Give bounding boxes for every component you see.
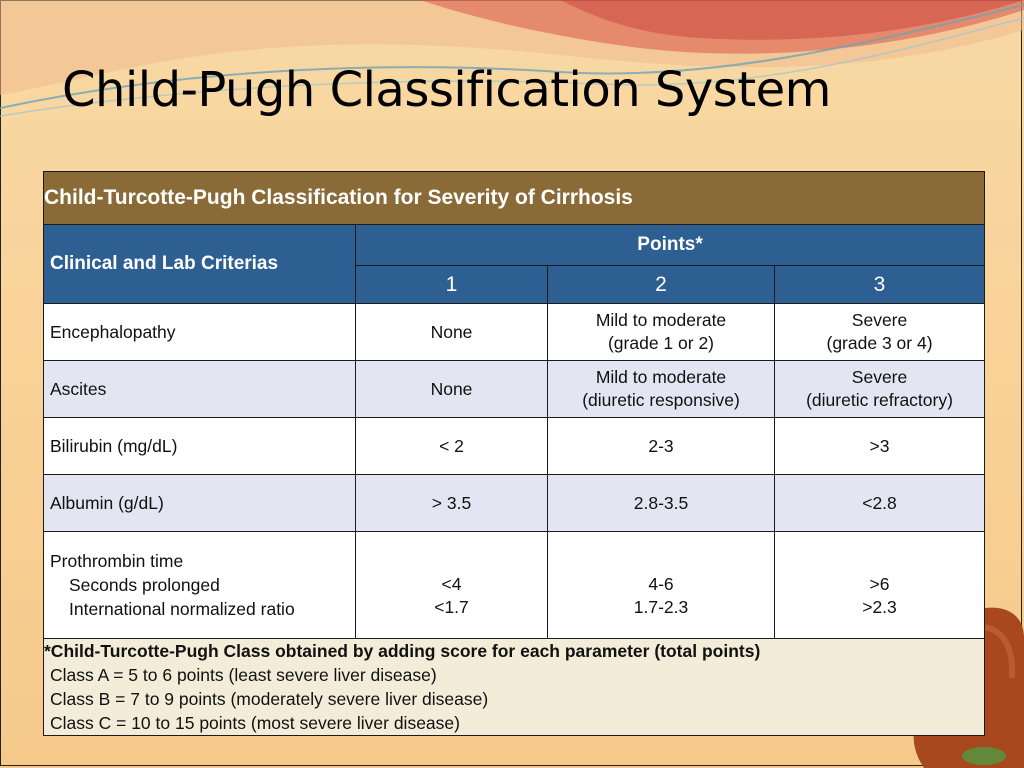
points-1-cell: < 2 xyxy=(356,418,548,475)
criterion-cell xyxy=(44,532,356,639)
class-item: Class B = 7 to 9 points (moderately severe liver disease) xyxy=(50,689,489,709)
cell-line: 1.7-2.3 xyxy=(633,597,689,617)
table-row xyxy=(44,361,985,418)
cell-line: <4 xyxy=(441,574,462,594)
points-3-cell: >3 xyxy=(775,418,985,475)
points-column-3: 3 xyxy=(775,266,985,304)
points-3-cell: <2.8 xyxy=(775,475,985,532)
table-row xyxy=(44,475,985,532)
cell-line: Severe xyxy=(851,367,908,387)
cell-line: (grade 3 or 4) xyxy=(826,333,933,353)
cell-line: 4-6 xyxy=(648,574,674,594)
points-2-cell: 2-3 xyxy=(548,418,775,475)
cell-line: <1.7 xyxy=(434,597,469,617)
points-header: Points* xyxy=(356,225,985,266)
cell-line: >2.3 xyxy=(862,597,897,617)
points-2-cell xyxy=(548,532,775,639)
table-row xyxy=(44,532,985,639)
cell-line: (diuretic responsive) xyxy=(582,390,740,410)
cell-line: (grade 1 or 2) xyxy=(607,333,715,353)
points-2-cell xyxy=(548,361,775,418)
table-row xyxy=(44,304,985,361)
points-1-cell: None xyxy=(356,304,548,361)
points-1-cell xyxy=(356,532,548,639)
header-row xyxy=(44,225,985,266)
cell-line: Mild to moderate xyxy=(595,367,727,387)
table-row xyxy=(44,418,985,475)
points-3-cell xyxy=(775,532,985,639)
points-2-cell: 2.8-3.5 xyxy=(548,475,775,532)
criterion-sub-label: Seconds prolonged xyxy=(69,575,220,595)
points-column-1: 1 xyxy=(356,266,548,304)
class-item: Class A = 5 to 6 points (least severe liver disease) xyxy=(50,665,437,685)
criteria-header: Clinical and Lab Criterias xyxy=(44,225,356,304)
criterion-label: Prothrombin time xyxy=(50,551,184,571)
criterion-cell: Ascites xyxy=(44,361,356,418)
points-2-cell xyxy=(548,304,775,361)
points-1-cell: None xyxy=(356,361,548,418)
table-caption-row xyxy=(44,172,985,225)
criterion-cell: Encephalopathy xyxy=(44,304,356,361)
cell-line: Mild to moderate xyxy=(595,310,727,330)
footnote-cell xyxy=(44,639,985,736)
cell-line: >6 xyxy=(869,574,890,594)
points-3-cell xyxy=(775,361,985,418)
table-caption: Child-Turcotte-Pugh Classification for Severity of Cirrhosis xyxy=(44,172,985,225)
footnote-row xyxy=(44,639,985,736)
cell-line: Severe xyxy=(851,310,908,330)
points-3-cell xyxy=(775,304,985,361)
cell-line: (diuretic refractory) xyxy=(806,390,953,410)
points-column-2: 2 xyxy=(548,266,775,304)
points-1-cell: > 3.5 xyxy=(356,475,548,532)
class-item: Class C = 10 to 15 points (most severe liver disease) xyxy=(50,713,460,733)
criterion-cell: Bilirubin (mg/dL) xyxy=(44,418,356,475)
criterion-cell: Albumin (g/dL) xyxy=(44,475,356,532)
footnote-heading: *Child-Turcotte-Pugh Class obtained by adding score for each parameter (total points) xyxy=(44,641,761,661)
slide-title: Child-Pugh Classification System xyxy=(62,62,831,118)
criterion-sub-label: International normalized ratio xyxy=(69,599,295,619)
child-pugh-table xyxy=(43,171,985,736)
